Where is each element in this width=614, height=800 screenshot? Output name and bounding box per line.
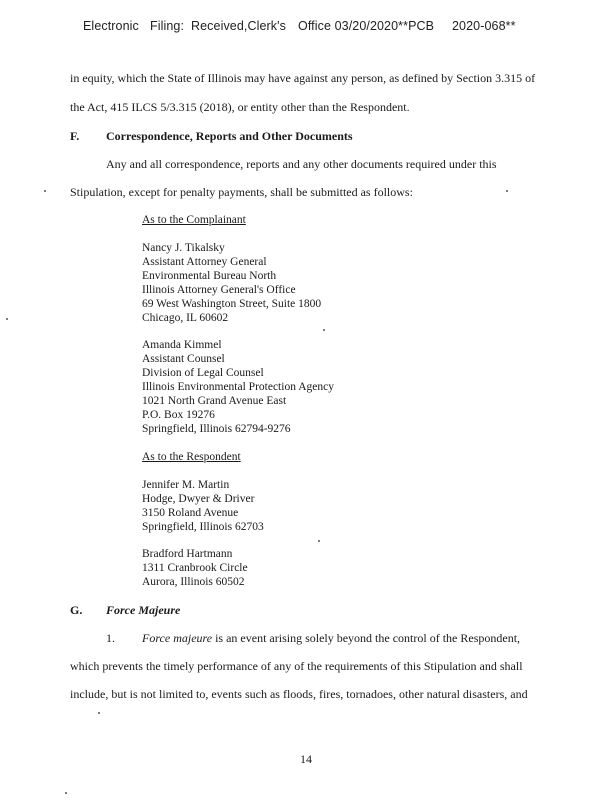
address-line: Jennifer M. Martin bbox=[142, 479, 230, 491]
scan-speck bbox=[323, 329, 325, 331]
section-g-title: Force Majeure bbox=[106, 603, 181, 617]
header-office-date: Office 03/20/2020**PCB bbox=[298, 19, 435, 33]
address-line: Springfield, Illinois 62703 bbox=[142, 521, 264, 533]
address-line: 69 West Washington Street, Suite 1800 bbox=[142, 298, 322, 310]
address-line: Hodge, Dwyer & Driver bbox=[142, 493, 255, 505]
force-majeure-item-number: 1. bbox=[106, 631, 115, 645]
header-electronic: Electronic bbox=[83, 19, 139, 33]
section-f-title: Correspondence, Reports and Other Documents bbox=[106, 129, 353, 143]
header-received: Received,Clerk's bbox=[191, 19, 286, 33]
force-majeure-line-1 bbox=[142, 631, 520, 646]
complainant-heading: As to the Complainant bbox=[142, 214, 246, 226]
scan-speck bbox=[98, 712, 100, 714]
respondent-contact-1 bbox=[142, 478, 264, 534]
body-line-1: in equity, which the State of Illinois may have against any person, as defined by Section 3.315 of bbox=[70, 71, 536, 85]
scan-speck bbox=[65, 792, 67, 794]
address-line: Illinois Attorney General's Office bbox=[142, 284, 296, 296]
force-majeure-line-3: include, but is not limited to, events such as floods, fires, tornadoes, other natural disasters, and bbox=[70, 687, 528, 701]
address-line: 3150 Roland Avenue bbox=[142, 507, 239, 519]
address-line: Aurora, Illinois 60502 bbox=[142, 576, 245, 588]
address-line: Amanda Kimmel bbox=[142, 339, 222, 351]
respondent-heading: As to the Respondent bbox=[142, 451, 241, 463]
address-line: Chicago, IL 60602 bbox=[142, 312, 229, 324]
address-line: 1021 North Grand Avenue East bbox=[142, 395, 287, 407]
scan-speck bbox=[318, 540, 320, 542]
scan-speck bbox=[6, 318, 8, 320]
header-filing: Filing: bbox=[150, 19, 185, 33]
address-line: Division of Legal Counsel bbox=[142, 367, 264, 379]
header-docket: 2020-068** bbox=[452, 19, 516, 33]
force-majeure-line-2: which prevents the timely performance of any of the requirements of this Stipulation and shall bbox=[70, 659, 523, 673]
address-line: Illinois Environmental Protection Agency bbox=[142, 381, 334, 393]
respondent-contact-2 bbox=[142, 547, 248, 589]
para1-line-1: Any and all correspondence, reports and any other documents required under this bbox=[106, 157, 497, 171]
address-line: Environmental Bureau North bbox=[142, 270, 277, 282]
force-majeure-line-1-rest: is an event arising solely beyond the control of the Respondent, bbox=[212, 631, 521, 645]
section-g-letter: G. bbox=[70, 603, 83, 617]
force-majeure-term: Force majeure bbox=[142, 631, 213, 645]
complainant-contact-2 bbox=[142, 338, 334, 436]
address-line: Springfield, Illinois 62794-9276 bbox=[142, 423, 291, 435]
address-line: Assistant Attorney General bbox=[142, 256, 267, 268]
body-line-2: the Act, 415 ILCS 5/3.315 (2018), or entity other than the Respondent. bbox=[70, 100, 410, 114]
para1-line-2: Stipulation, except for penalty payments, shall be submitted as follows: bbox=[70, 185, 413, 199]
address-line: 1311 Cranbrook Circle bbox=[142, 562, 248, 574]
complainant-contact-1 bbox=[142, 241, 321, 325]
address-line: Bradford Hartmann bbox=[142, 548, 233, 560]
address-line: Nancy J. Tikalsky bbox=[142, 242, 225, 254]
address-line: P.O. Box 19276 bbox=[142, 409, 215, 421]
scan-speck bbox=[44, 190, 46, 192]
address-line: Assistant Counsel bbox=[142, 353, 225, 365]
scan-speck bbox=[506, 190, 508, 192]
section-f-letter: F. bbox=[70, 129, 80, 143]
page-number: 14 bbox=[300, 752, 312, 766]
